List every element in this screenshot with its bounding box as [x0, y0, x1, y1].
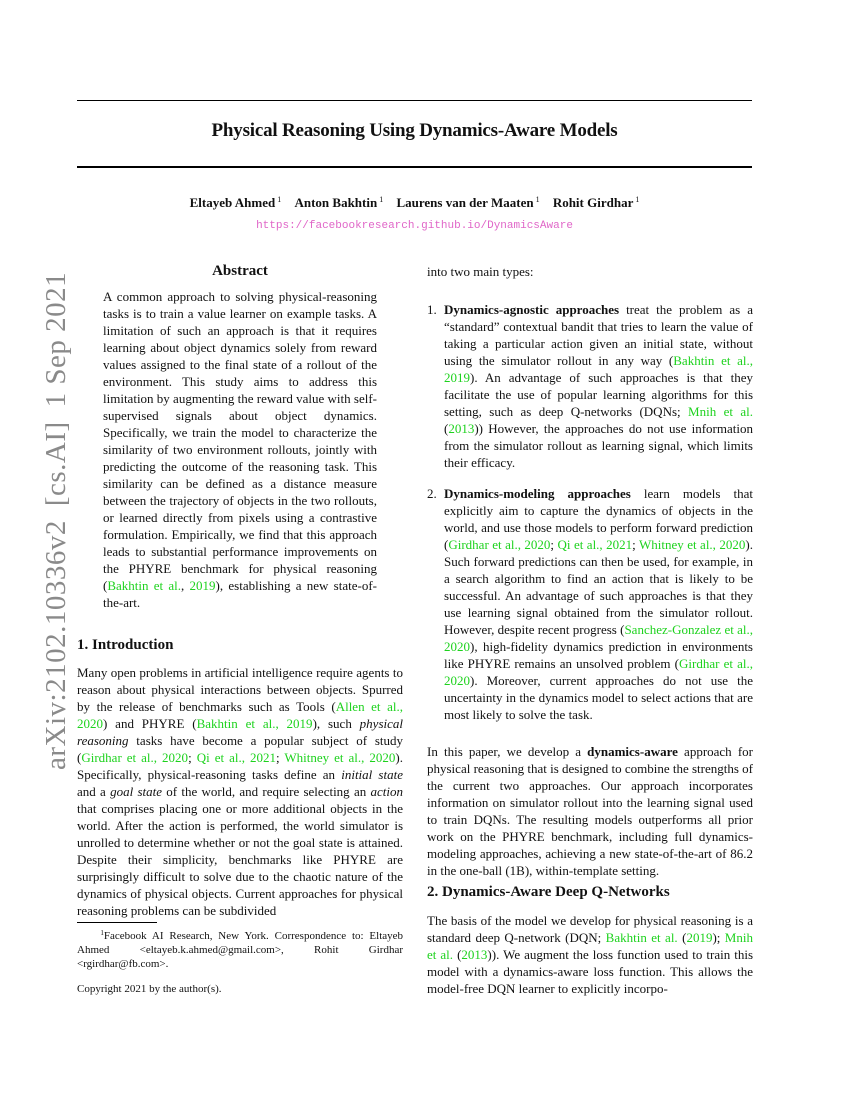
citation-link[interactable]: Whitney et al., 2020	[638, 537, 746, 552]
section-heading-dynamics-aware-dqn: 2. Dynamics-Aware Deep Q-Networks	[427, 884, 670, 900]
right-column	[427, 263, 753, 879]
footnote-rule	[77, 922, 157, 923]
citation-link[interactable]: Girdhar et al., 2020	[448, 537, 551, 552]
citation-link[interactable]: 2013	[448, 421, 475, 436]
arxiv-date: 1 Sep 2021	[40, 271, 72, 408]
copyright-notice: Copyright 2021 by the author(s).	[77, 983, 222, 995]
title-rule-top	[77, 100, 752, 101]
arxiv-stamp	[40, 258, 73, 770]
citation-link[interactable]: Mnih et al.	[688, 404, 754, 419]
citation-link[interactable]: Bakhtin et al.	[605, 930, 678, 945]
citation-link[interactable]: Whitney et al., 2020	[284, 750, 396, 765]
citation-link[interactable]: 2019	[189, 578, 216, 593]
citation-link[interactable]: Girdhar et al., 2020	[81, 750, 189, 765]
title-rule-bottom	[77, 166, 752, 168]
citation-link[interactable]: 2019	[686, 930, 713, 945]
citation-link[interactable]: Qi et al., 2021	[196, 750, 276, 765]
section-heading-introduction: 1. Introduction	[77, 637, 174, 653]
intro-continuation: into two main types:	[427, 264, 534, 279]
arxiv-category: [cs.AI]	[40, 421, 72, 507]
section2-paragraph: The basis of the model we develop for physical reasoning is a standard deep Q-network (DQN; Bakhtin et al. (2019); Mnih et al. (2013)). We augment the loss function used to train this model with a dynamics-aware loss function. This allows the model-free DQN learner to explicitly incorpo-	[427, 913, 754, 996]
author: Anton Bakhtin $^1$	[294, 195, 384, 210]
intro-paragraph: Many open problems in artificial intelligence require agents to reason about physical interactions between objects. Spurred by the release of benchmarks such as Tools (Allen et al., 2020) and PHYRE (Bakhtin et al., 2019), such physical reasoning tasks have become a popular subject of study (Girdhar et al., 2020; Qi et al., 2021; Whitney et al., 2020). Specifically, physical-reasoning tasks define an initial state and a goal state of the world, and require selecting an action that comprises placing one or more additional objects in the world. After the action is performed, the world simulator is unrolled to determine whether or not the goal state is attained. Despite their simplicity, benchmarks like PHYRE are surprisingly difficult to solve due to the chaotic nature of the dynamics of physical objects. Current approaches for physical reasoning problems can be subdivided	[77, 665, 403, 918]
citation-link[interactable]: Girdhar et al., 2020	[444, 656, 753, 688]
abstract-heading: Abstract	[212, 263, 268, 279]
project-url-link[interactable]: https://facebookresearch.github.io/DynamicsAware	[256, 220, 573, 232]
author: Eltayeb Ahmed $^1$	[189, 195, 282, 210]
abstract-text: A common approach to solving physical-reasoning tasks is to train a value learner on example tasks. A limitation of such an approach is that it requires learning about object dynamics solely from reward values assigned to the final state of a rollout of the environment. This study aims to address this limitation by augmenting the reward value with self-supervised signals about object dynamics. Specifically, we train the model to characterize the similarity of two environment rollouts, jointly with predicting the outcome of the reasoning task. This similarity can be defined as a distance measure between the trajectory of objects in the two rollouts, or learned directly from pixels using a contrastive formulation. Empirically, we find that this approach leads to substantial performance improvements on the PHYRE benchmark for physical reasoning (Bakhtin et al., 2019), establishing a new state-of-the-art.	[103, 289, 378, 610]
paper-title: Physical Reasoning Using Dynamics-Aware Models	[211, 120, 618, 141]
approach-list	[427, 301, 753, 723]
author-list	[77, 195, 752, 211]
citation-link[interactable]: Bakhtin et al., 2019	[444, 353, 753, 385]
arxiv-id: arXiv:2102.10336v2	[40, 520, 72, 770]
author: Laurens van der Maaten $^1$	[396, 195, 540, 210]
footnote: $^1$Facebook AI Research, New York. Correspondence to: Eltayeb Ahmed <eltayeb.k.ahmed@gmail.com>, Rohit Girdhar <rgirdhar@fb.com>.	[77, 929, 404, 970]
list-item: 1. Dynamics-agnostic approaches treat the problem as a “standard” contextual bandit that tries to learn the value of taking a particular action given an initial state, without using the simulator rollout in any way (Bakhtin et al., 2019). An advantage of such approaches is that they facilitate the use of popular learning algorithms for this setting, such as deep Q-networks (DQNs; Mnih et al. (2013)) However, the approaches do not use information from the simulator rollout as learning signal, which limits their efficacy.	[427, 302, 754, 470]
citation-link[interactable]: Bakhtin et al., 2019	[196, 716, 313, 731]
citation-link[interactable]: Qi et al., 2021	[557, 537, 633, 552]
author: Rohit Girdhar $^1$	[552, 195, 640, 210]
citation-link[interactable]: Sanchez-Gonzalez et al., 2020	[444, 622, 753, 654]
list-item: 2. Dynamics-modeling approaches learn models that explicitly aim to capture the dynamics of objects in the world, and use those models to perform forward prediction (Girdhar et al., 2020; Qi et al., 2021; Whitney et al., 2020). Such forward predictions can then be used, for example, in a search algorithm to find an action that is likely to be successful. An advantage of such approaches is that they use learning signal obtained from the simulator rollout. However, despite recent progress (Sanchez-Gonzalez et al., 2020), high-fidelity dynamics prediction in environments like PHYRE remains an unsolved problem (Girdhar et al., 2020). Moreover, current approaches do not use the uncertainty in the dynamics model to select actions that are most likely to solve the task.	[427, 486, 753, 722]
citation-link[interactable]: Mnih et al.	[427, 930, 753, 962]
citation-link[interactable]: 2013	[461, 947, 488, 962]
intro-paragraph: In this paper, we develop a dynamics-aware approach for physical reasoning that is designed to combine the strengths of the current two approaches. Our approach incorporates information on simulator rollout into the learning signal used to train DQNs. The resulting models outperforms all prior work on the PHYRE benchmark, including full dynamics-modeling approaches, achieving a new state-of-the-art of 86.2 in the one-ball (1B), within-template setting.	[427, 744, 754, 878]
citation-link[interactable]: Allen et al., 2020	[77, 699, 403, 731]
citation-link[interactable]: Bakhtin et al.	[107, 578, 182, 593]
